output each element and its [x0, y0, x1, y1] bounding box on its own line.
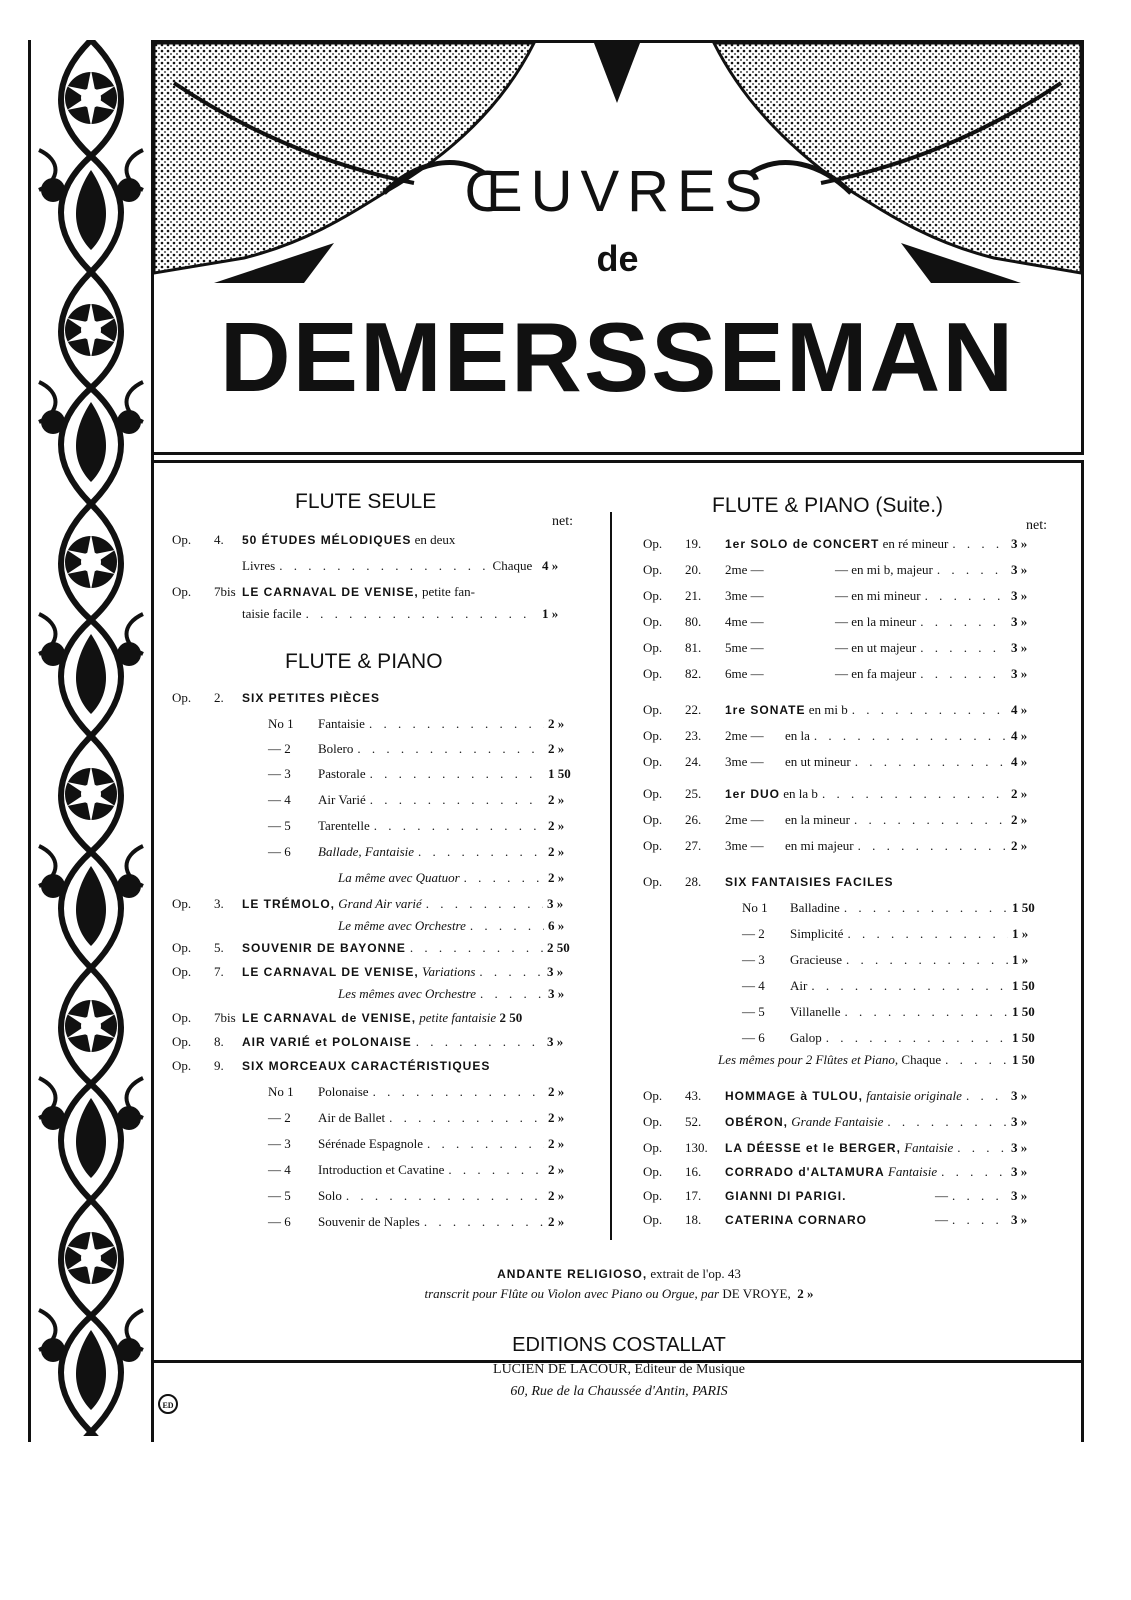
catalog-entry: Op. 5. SOUVENIR DE BAYONNE . . . 2 50: [172, 940, 597, 964]
catalog-entry: Op. 28. SIX FANTAISIES FACILES: [643, 874, 894, 889]
piece-entry: No 1 Polonaise . . . 2 »: [268, 1084, 598, 1108]
catalog-entry: Op. 130. LA DÉESSE et le BERGER, Fantaisie . . . 3 »: [643, 1140, 1061, 1164]
title-oeuvres: ŒUVRES: [464, 159, 771, 224]
section-title-flute-seule: FLUTE SEULE: [295, 490, 437, 513]
catalog-entry: Op. 2. SIX PETITES PIÈCES: [172, 690, 381, 705]
piece-entry: — 2 Bolero . . . 2 »: [268, 741, 598, 765]
catalog-entry: Op. 21. 3me — — en mi mineur . . . 3 »: [643, 588, 1061, 612]
publisher-mark: ED: [158, 1394, 178, 1414]
catalog-entry: Op. 23. 2me — en la . . . 4 »: [643, 728, 1061, 752]
piece-entry: — 5 Tarentelle . . . 2 »: [268, 818, 598, 842]
composer-name: DEMERSSEMAN: [219, 302, 1016, 412]
piece-entry: — 2 Simplicité . . . 1 »: [742, 926, 1062, 950]
title-panel: [154, 40, 1084, 455]
piece-entry: — 3 Pastorale . . . 1 50: [268, 766, 598, 790]
section-title-flute-piano-suite: FLUTE & PIANO (Suite.): [712, 494, 944, 517]
net-label-right: net:: [1026, 518, 1047, 533]
piece-entry: — 3 Gracieuse . . . 1 »: [742, 952, 1062, 976]
catalog-entry: Op. 82. 6me — — en fa majeur . . . 3 »: [643, 666, 1061, 690]
publisher-address: 60, Rue de la Chaussée d'Antin, PARIS: [510, 1384, 728, 1399]
catalog-entry: Op. 7bis LE CARNAVAL de VENISE, petite fantaisie 2 50: [172, 1010, 523, 1025]
catalog-entry: Op. 7. LE CARNAVAL DE VENISE, Variations . . . 3 »: [172, 964, 597, 988]
catalog-entry: Op. 9. SIX MORCEAUX CARACTÉRISTIQUES: [172, 1058, 491, 1073]
piece-entry: No 1 Fantaisie . . . 2 »: [268, 716, 598, 740]
piece-entry: — 5 Villanelle . . . 1 50: [742, 1004, 1062, 1028]
catalog-entry-continued: taisie facile . . . 1 »: [242, 606, 592, 630]
piece-entry: — 6 Souvenir de Naples . . . 2 »: [268, 1214, 598, 1238]
title-de: de: [596, 238, 639, 279]
catalog-entry: Op. 22. 1re SONATE en mi b . . . 4 »: [643, 702, 1061, 726]
column-divider: [610, 512, 612, 1240]
piece-entry: Le même avec Orchestre . . . 6 »: [338, 918, 598, 942]
piece-entry: Les mêmes pour 2 Flûtes et Piano, Chaque . . . 1 50: [718, 1052, 1062, 1076]
section-title-flute-piano: FLUTE & PIANO: [285, 650, 443, 673]
piece-entry: — 4 Air . . . 1 50: [742, 978, 1062, 1002]
catalog-entry: Op. 26. 2me — en la mineur . . . 2 »: [643, 812, 1061, 836]
catalog-entry: Op. 18. CATERINA CORNARO — . . . 3 »: [643, 1212, 1061, 1236]
floral-ornament-icon: [31, 40, 151, 1436]
catalog-entry: Op. 17. GIANNI DI PARIGI. — . . . 3 »: [643, 1188, 1061, 1212]
piece-entry: Les mêmes avec Orchestre . . . 3 »: [338, 986, 598, 1010]
piece-entry: — 5 Solo . . . 2 »: [268, 1188, 598, 1212]
catalog-entry: Op. 24. 3me — en ut mineur . . . 4 »: [643, 754, 1061, 778]
catalog-entry: Op. 19. 1er SOLO de CONCERT en ré mineur . . . 3 »: [643, 536, 1061, 560]
publisher-name: EDITIONS COSTALLAT: [512, 1334, 726, 1356]
catalog-entry: Op. 43. HOMMAGE à TULOU, fantaisie originale . . . 3 »: [643, 1088, 1061, 1112]
floral-border: [28, 40, 154, 1442]
piece-entry: — 3 Sérénade Espagnole . . . 2 »: [268, 1136, 598, 1160]
catalog-entry: Op. 3. LE TRÉMOLO, Grand Air varié . . . 3 »: [172, 896, 597, 920]
catalog-entry: Op. 7bis LE CARNAVAL DE VENISE, petite fan-: [172, 584, 475, 599]
net-label-left: net:: [552, 514, 573, 529]
catalog-entry-continued: Livres . . . Chaque 4 »: [242, 558, 592, 582]
andante-transcription: transcrit pour Flûte ou Violon avec Piano ou Orgue, par DE VROYE, 2 »: [424, 1286, 814, 1301]
piece-entry: — 6 Ballade, Fantaisie . . . 2 »: [268, 844, 598, 868]
piece-entry: — 6 Galop . . . 1 50: [742, 1030, 1062, 1054]
catalog-entry: Op. 20. 2me — — en mi b, majeur . . . 3 »: [643, 562, 1061, 586]
catalog-entry: Op. 80. 4me — — en la mineur . . . 3 »: [643, 614, 1061, 638]
catalog-entry: Op. 81. 5me — — en ut majeur . . . 3 »: [643, 640, 1061, 664]
publisher-editor: LUCIEN DE LACOUR, Éditeur de Musique: [493, 1362, 745, 1377]
catalog-entry: Op. 16. CORRADO d'ALTAMURA Fantaisie . . . 3 »: [643, 1164, 1061, 1188]
piece-entry: — 4 Introduction et Cavatine . . . 2 »: [268, 1162, 598, 1186]
piece-entry: — 2 Air de Ballet . . . 2 »: [268, 1110, 598, 1134]
piece-entry: No 1 Balladine . . . 1 50: [742, 900, 1062, 924]
catalog-entry: Op. 8. AIR VARIÉ et POLONAISE . . . 3 »: [172, 1034, 597, 1058]
andante-line: ANDANTE RELIGIOSO, extrait de l'op. 43: [497, 1266, 741, 1281]
catalog-entry: Op. 25. 1er DUO en la b . . . 2 »: [643, 786, 1061, 810]
catalog-entry: Op. 52. OBÉRON, Grande Fantaisie . . . 3 »: [643, 1114, 1061, 1138]
catalog-entry: Op. 27. 3me — en mi majeur . . . 2 »: [643, 838, 1061, 862]
piece-entry: La même avec Quatuor . . . 2 »: [338, 870, 598, 894]
piece-entry: — 4 Air Varié . . . 2 »: [268, 792, 598, 816]
catalog-entry: Op. 4. 50 ÉTUDES MÉLODIQUES en deux: [172, 532, 456, 547]
